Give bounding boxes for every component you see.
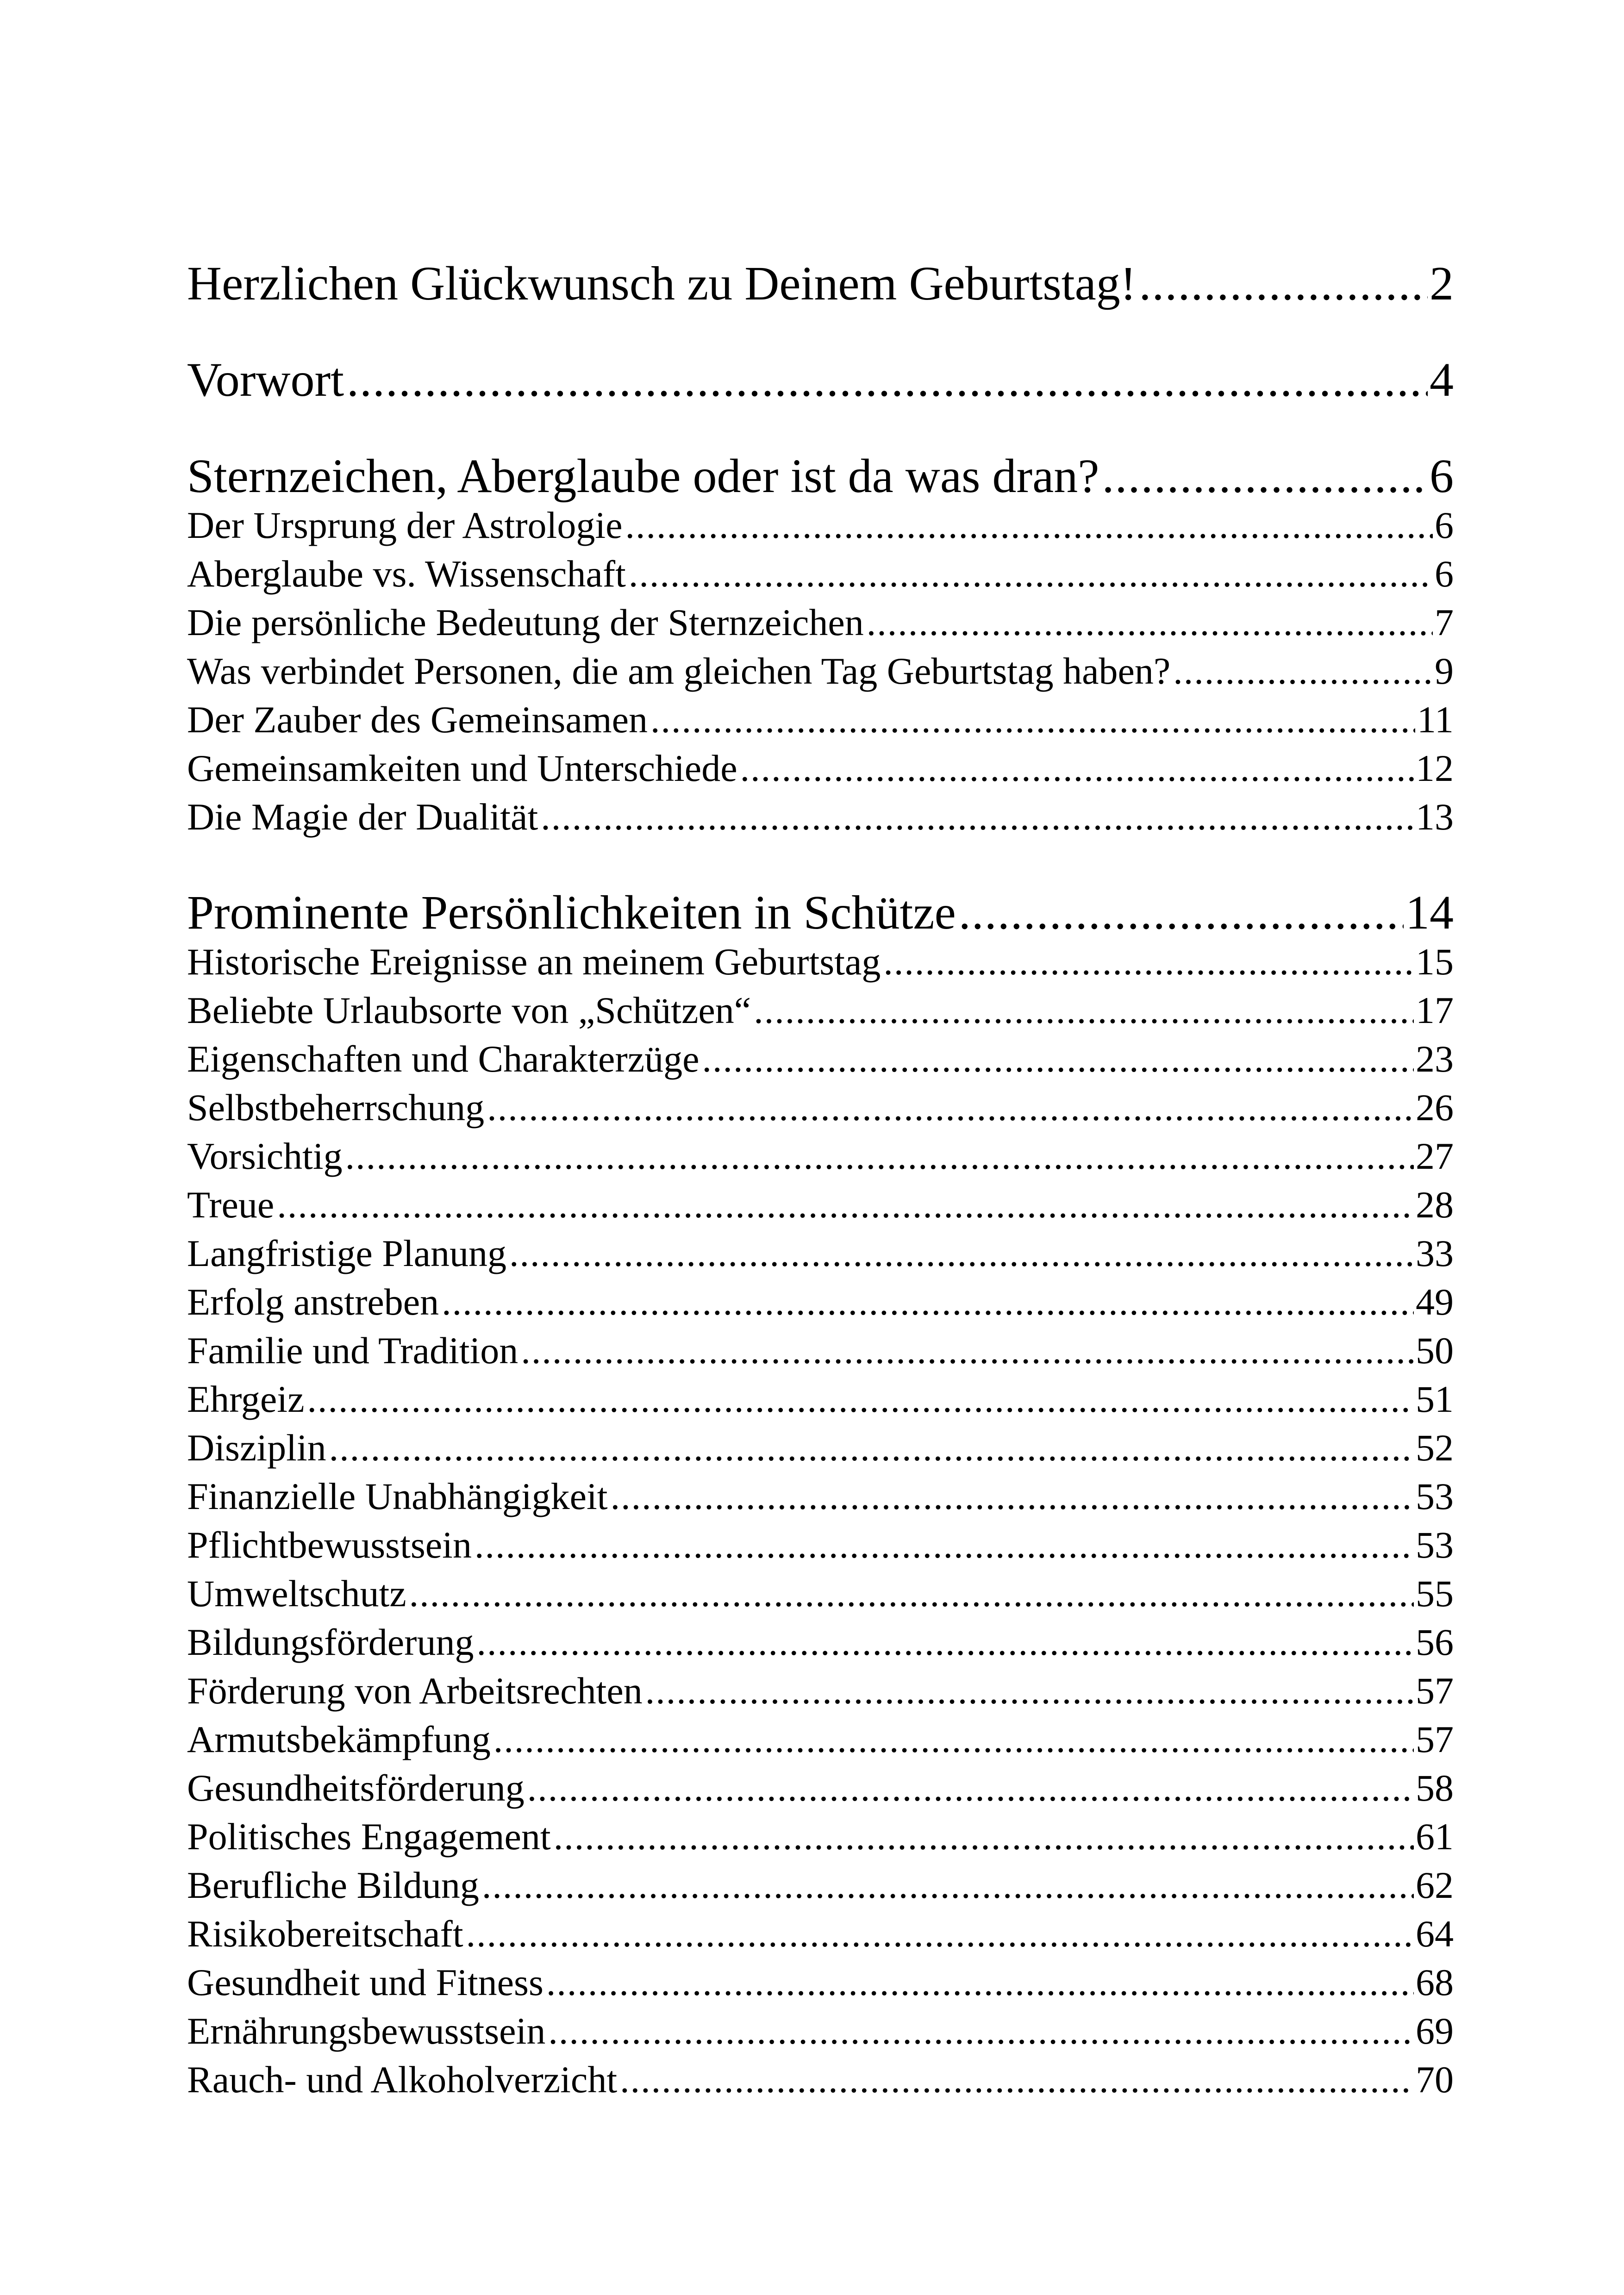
toc-entry-title: Der Ursprung der Astrologie xyxy=(187,504,623,546)
toc-entry[interactable] xyxy=(187,1278,1454,1326)
toc-entry[interactable] xyxy=(187,449,1454,503)
toc-entry-page: 6 xyxy=(1430,449,1454,503)
dot-leader xyxy=(409,1569,1414,1618)
toc-entry[interactable] xyxy=(187,1035,1454,1083)
toc-entry-title: Gesundheitsförderung xyxy=(187,1767,525,1809)
toc-entry-page: 28 xyxy=(1416,1184,1454,1226)
toc-entry-page: 15 xyxy=(1416,941,1454,983)
dot-leader xyxy=(442,1278,1414,1326)
dot-leader xyxy=(1139,259,1428,308)
toc-entry[interactable] xyxy=(187,1423,1454,1472)
dot-leader xyxy=(476,1618,1414,1666)
dot-leader xyxy=(645,1666,1414,1715)
toc-entry-page: 56 xyxy=(1416,1621,1454,1663)
toc-entry-title: Die Magie der Dualität xyxy=(187,796,538,838)
toc-entry-title: Ernährungsbewusstsein xyxy=(187,2010,546,2052)
toc-entry-page: 13 xyxy=(1416,796,1454,838)
toc-entry-page: 27 xyxy=(1416,1135,1454,1177)
dot-leader xyxy=(625,501,1433,549)
toc-entry-page: 52 xyxy=(1416,1427,1454,1469)
dot-leader xyxy=(650,695,1415,744)
toc-entry-page: 58 xyxy=(1416,1767,1454,1809)
toc-entry-title: Erfolg anstreben xyxy=(187,1281,439,1323)
dot-leader xyxy=(509,1229,1414,1278)
dot-leader xyxy=(345,1132,1414,1180)
dot-leader xyxy=(1173,647,1433,695)
dot-leader xyxy=(629,549,1433,598)
toc-entry-title: Was verbindet Personen, die am gleichen Tag Geburtstag haben? xyxy=(187,650,1171,692)
toc-entry-page: 6 xyxy=(1435,553,1454,595)
toc-entry-title: Armutsbekämpfung xyxy=(187,1718,491,1760)
toc-entry-title: Eigenschaften und Charakterzüge xyxy=(187,1038,700,1080)
toc-entry-page: 61 xyxy=(1416,1815,1454,1858)
toc-entry-title: Familie und Tradition xyxy=(187,1329,518,1372)
dot-leader xyxy=(546,1958,1414,2007)
toc-entry[interactable] xyxy=(187,598,1454,647)
dot-leader xyxy=(466,1909,1414,1958)
toc-entry[interactable] xyxy=(187,1229,1454,1278)
dot-leader xyxy=(554,1812,1414,1861)
toc-entry-title: Prominente Persönlichkeiten in Schütze xyxy=(187,886,956,939)
dot-leader xyxy=(867,598,1433,647)
toc-entry-page: 12 xyxy=(1416,747,1454,789)
toc-entry[interactable] xyxy=(187,986,1454,1035)
toc-entry-page: 57 xyxy=(1416,1670,1454,1712)
dot-leader xyxy=(527,1764,1414,1812)
toc-entry-page: 9 xyxy=(1435,650,1454,692)
toc-entry[interactable] xyxy=(187,1666,1454,1715)
toc-entry[interactable] xyxy=(187,937,1454,986)
toc-entry[interactable] xyxy=(187,1375,1454,1423)
toc-entry-title: Beliebte Urlaubsorte von „Schützen“ xyxy=(187,989,751,1031)
toc-entry-title: Ehrgeiz xyxy=(187,1378,305,1420)
dot-leader xyxy=(959,888,1404,937)
dot-leader xyxy=(1102,452,1428,501)
toc-entry-title: Gesundheit und Fitness xyxy=(187,1961,543,2003)
toc-entry-title: Selbstbeherrschung xyxy=(187,1086,485,1129)
toc-entry-page: 50 xyxy=(1416,1329,1454,1372)
toc-entry-title: Rauch- und Alkoholverzicht xyxy=(187,2058,618,2101)
dot-leader xyxy=(740,744,1414,792)
toc-entry[interactable] xyxy=(187,695,1454,744)
toc-entry-page: 7 xyxy=(1435,601,1454,643)
dot-leader xyxy=(754,986,1414,1035)
toc-entry[interactable] xyxy=(187,355,1454,405)
toc-entry-title: Berufliche Bildung xyxy=(187,1864,479,1906)
dot-leader xyxy=(329,1423,1414,1472)
dot-leader xyxy=(883,937,1414,986)
toc-entry-page: 53 xyxy=(1416,1475,1454,1517)
toc-entry[interactable] xyxy=(187,1083,1454,1132)
toc-entry-title: Die persönliche Bedeutung der Sternzeichen xyxy=(187,601,864,643)
toc-entry-title: Der Zauber des Gemeinsamen xyxy=(187,698,648,741)
toc-entry[interactable] xyxy=(187,1909,1454,1958)
dot-leader xyxy=(541,792,1414,841)
toc-entry-page: 55 xyxy=(1416,1572,1454,1615)
toc-entry[interactable] xyxy=(187,1958,1454,2007)
toc-entry-page: 11 xyxy=(1417,698,1454,741)
toc-entry[interactable] xyxy=(187,1132,1454,1180)
toc-entry-page: 62 xyxy=(1416,1864,1454,1906)
toc-entry[interactable] xyxy=(187,1764,1454,1812)
toc-entry[interactable] xyxy=(187,792,1454,841)
toc-entry-page: 53 xyxy=(1416,1524,1454,1566)
toc-entry-page: 17 xyxy=(1416,989,1454,1031)
toc-entry-page: 26 xyxy=(1416,1086,1454,1129)
dot-leader xyxy=(475,1521,1414,1569)
dot-leader xyxy=(487,1083,1414,1132)
toc-entry[interactable] xyxy=(187,744,1454,792)
toc-entry-page: 33 xyxy=(1416,1232,1454,1274)
toc-entry-title: Treue xyxy=(187,1184,275,1226)
toc-entry-page: 4 xyxy=(1430,353,1454,406)
dot-leader xyxy=(277,1180,1414,1229)
toc-entry[interactable] xyxy=(187,888,1454,937)
toc-entry[interactable] xyxy=(187,1715,1454,1764)
toc-entry[interactable] xyxy=(187,1812,1454,1861)
toc-entry-title: Gemeinsamkeiten und Unterschiede xyxy=(187,747,737,789)
dot-leader xyxy=(347,355,1428,405)
toc-entry-page: 6 xyxy=(1435,504,1454,546)
toc-entry-title: Förderung von Arbeitsrechten xyxy=(187,1670,643,1712)
toc-entry-title: Bildungsförderung xyxy=(187,1621,474,1663)
toc-entry[interactable] xyxy=(187,1861,1454,1909)
toc-entry[interactable] xyxy=(187,1618,1454,1666)
toc-entry-title: Vorwort xyxy=(187,353,344,406)
toc-entry[interactable] xyxy=(187,259,1454,308)
toc-entry-page: 70 xyxy=(1416,2058,1454,2101)
toc-entry-title: Pflichtbewusstsein xyxy=(187,1524,472,1566)
toc-entry[interactable] xyxy=(187,2055,1454,2104)
toc-entry-page: 2 xyxy=(1430,257,1454,310)
toc-entry-page: 14 xyxy=(1405,886,1454,939)
dot-leader xyxy=(493,1715,1414,1764)
toc-entry-title: Historische Ereignisse an meinem Geburtstag xyxy=(187,941,881,983)
toc-entry-title: Herzlichen Glückwunsch zu Deinem Geburtstag! xyxy=(187,257,1137,310)
toc-entry-title: Disziplin xyxy=(187,1427,326,1469)
toc-entry-page: 64 xyxy=(1416,1913,1454,1955)
toc-entry-title: Politisches Engagement xyxy=(187,1815,551,1858)
toc-entry-title: Umweltschutz xyxy=(187,1572,406,1615)
toc-entry-title: Vorsichtig xyxy=(187,1135,343,1177)
dot-leader xyxy=(307,1375,1414,1423)
toc-entry-page: 49 xyxy=(1416,1281,1454,1323)
toc-entry[interactable] xyxy=(187,647,1454,695)
toc-entry-page: 23 xyxy=(1416,1038,1454,1080)
toc-entry[interactable] xyxy=(187,2007,1454,2055)
dot-leader xyxy=(482,1861,1414,1909)
toc-entry-page: 69 xyxy=(1416,2010,1454,2052)
toc-entry-page: 57 xyxy=(1416,1718,1454,1760)
toc-entry-title: Langfristige Planung xyxy=(187,1232,507,1274)
toc-entry[interactable] xyxy=(187,1569,1454,1618)
toc-entry[interactable] xyxy=(187,549,1454,598)
toc-entry-title: Finanzielle Unabhängigkeit xyxy=(187,1475,608,1517)
toc-entry-page: 51 xyxy=(1416,1378,1454,1420)
toc-entry-page: 68 xyxy=(1416,1961,1454,2003)
dot-leader xyxy=(702,1035,1414,1083)
toc-entry-title: Risikobereitschaft xyxy=(187,1913,463,1955)
toc-entry[interactable] xyxy=(187,1180,1454,1229)
toc-entry[interactable] xyxy=(187,1521,1454,1569)
toc-entry-title: Sternzeichen, Aberglaube oder ist da was dran? xyxy=(187,449,1099,503)
toc-entry[interactable] xyxy=(187,1472,1454,1521)
dot-leader xyxy=(620,2055,1414,2104)
dot-leader xyxy=(611,1472,1414,1521)
toc-entry[interactable] xyxy=(187,1326,1454,1375)
toc-entry[interactable] xyxy=(187,501,1454,549)
dot-leader xyxy=(548,2007,1414,2055)
table-of-contents xyxy=(187,259,1454,2104)
toc-entry-title: Aberglaube vs. Wissenschaft xyxy=(187,553,626,595)
dot-leader xyxy=(521,1326,1414,1375)
